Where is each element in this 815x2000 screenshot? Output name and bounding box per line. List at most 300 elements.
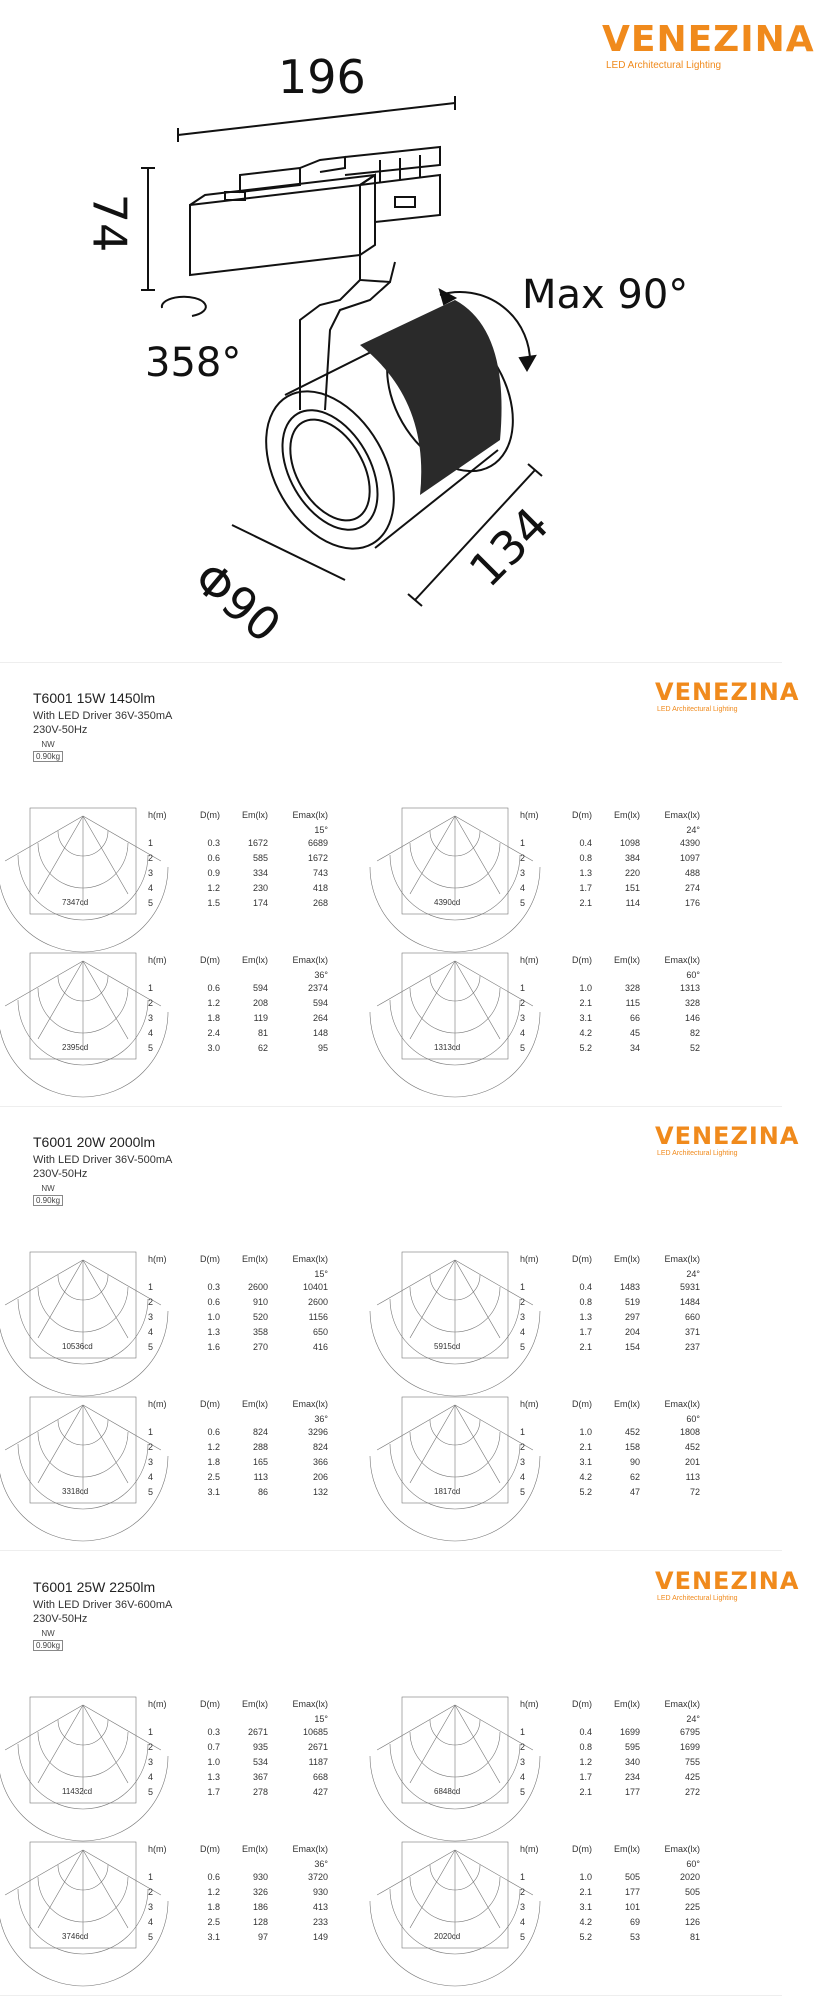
table-cell: 416 bbox=[312, 1342, 328, 1352]
table-row bbox=[520, 1425, 720, 1440]
beam-angle-label: 24° bbox=[686, 1714, 700, 1724]
table-cell: 34 bbox=[629, 1043, 640, 1053]
table-header-cell: h(m) bbox=[148, 1399, 167, 1409]
beam-angle-block bbox=[400, 951, 730, 1081]
table-header-row bbox=[520, 1397, 720, 1413]
table-cell: 268 bbox=[312, 898, 328, 908]
table-header-cell: Emax(lx) bbox=[664, 1699, 700, 1709]
table-row bbox=[148, 1295, 348, 1310]
table-cell: 1 bbox=[520, 1282, 526, 1292]
table-cell: 594 bbox=[252, 983, 268, 993]
beam-angle-block bbox=[28, 1395, 358, 1525]
table-cell: 62 bbox=[257, 1043, 268, 1053]
table-row bbox=[520, 1041, 720, 1056]
beam-angle-block bbox=[28, 1695, 358, 1825]
table-row bbox=[148, 881, 348, 896]
table-row bbox=[520, 1725, 720, 1740]
table-cell: 4 bbox=[520, 1472, 526, 1482]
table-cell: 5.2 bbox=[579, 1043, 592, 1053]
table-cell: 1.8 bbox=[207, 1013, 220, 1023]
table-cell: 95 bbox=[317, 1043, 328, 1053]
table-cell: 1484 bbox=[679, 1297, 700, 1307]
table-header-cell: D(m) bbox=[572, 1844, 592, 1854]
table-cell: 2.5 bbox=[207, 1472, 220, 1482]
beam-angle-block bbox=[28, 951, 358, 1081]
table-cell: 1808 bbox=[679, 1427, 700, 1437]
table-cell: 3 bbox=[148, 1757, 154, 1767]
table-header-cell: Em(lx) bbox=[242, 1699, 268, 1709]
table-header-row bbox=[148, 808, 348, 824]
table-cell: 1 bbox=[520, 838, 526, 848]
table-cell: 5 bbox=[520, 898, 526, 908]
table-cell: 81 bbox=[257, 1028, 268, 1038]
divider bbox=[0, 1995, 782, 1996]
table-cell: 3720 bbox=[307, 1872, 328, 1882]
photometric-section bbox=[0, 1565, 800, 1995]
illuminance-table bbox=[148, 1397, 348, 1500]
table-cell: 505 bbox=[684, 1887, 700, 1897]
table-cell: 930 bbox=[252, 1872, 268, 1882]
table-cell: 1.0 bbox=[579, 1427, 592, 1437]
table-header-cell: h(m) bbox=[148, 1699, 167, 1709]
table-cell: 3 bbox=[520, 868, 526, 878]
table-cell: 0.9 bbox=[207, 868, 220, 878]
table-cell: 206 bbox=[312, 1472, 328, 1482]
table-header-cell: h(m) bbox=[520, 1699, 539, 1709]
table-cell: 2 bbox=[148, 1742, 154, 1752]
table-header-cell: Em(lx) bbox=[242, 810, 268, 820]
table-cell: 2600 bbox=[247, 1282, 268, 1292]
table-cell: 225 bbox=[684, 1902, 700, 1912]
table-cell: 90 bbox=[629, 1457, 640, 1467]
table-row bbox=[148, 1440, 348, 1455]
table-cell: 1.7 bbox=[579, 883, 592, 893]
table-cell: 519 bbox=[624, 1297, 640, 1307]
beam-angle-block bbox=[28, 806, 358, 936]
table-cell: 128 bbox=[252, 1917, 268, 1927]
illuminance-table bbox=[148, 1842, 348, 1945]
table-row bbox=[520, 1870, 720, 1885]
table-cell: 427 bbox=[312, 1787, 328, 1797]
table-header-cell: Em(lx) bbox=[614, 955, 640, 965]
table-row bbox=[148, 866, 348, 881]
table-header-cell: h(m) bbox=[148, 1254, 167, 1264]
table-row bbox=[520, 1310, 720, 1325]
table-header-cell: Em(lx) bbox=[614, 1844, 640, 1854]
table-cell: 0.8 bbox=[579, 1742, 592, 1752]
table-cell: 0.6 bbox=[207, 1297, 220, 1307]
table-header-row bbox=[520, 953, 720, 969]
driver-spec: With LED Driver 36V-500mA bbox=[33, 1154, 173, 1166]
table-header-cell: Em(lx) bbox=[242, 1399, 268, 1409]
table-header-cell: Emax(lx) bbox=[292, 1699, 328, 1709]
table-cell: 340 bbox=[624, 1757, 640, 1767]
brand-name: VENEZINA bbox=[655, 1122, 800, 1150]
table-row bbox=[148, 1885, 348, 1900]
table-cell: 328 bbox=[624, 983, 640, 993]
table-row bbox=[148, 1470, 348, 1485]
table-cell: 2020 bbox=[679, 1872, 700, 1882]
table-header-cell: Em(lx) bbox=[614, 1399, 640, 1409]
table-cell: 1.7 bbox=[579, 1327, 592, 1337]
table-cell: 270 bbox=[252, 1342, 268, 1352]
table-cell: 204 bbox=[624, 1327, 640, 1337]
product-dimension-drawing bbox=[0, 0, 782, 660]
table-cell: 5 bbox=[148, 898, 154, 908]
table-cell: 1672 bbox=[247, 838, 268, 848]
table-row bbox=[520, 1340, 720, 1355]
table-cell: 594 bbox=[312, 998, 328, 1008]
table-header-cell: D(m) bbox=[200, 1254, 220, 1264]
candela-label: 11432cd bbox=[62, 1787, 93, 1796]
table-cell: 66 bbox=[629, 1013, 640, 1023]
table-cell: 1.2 bbox=[207, 1442, 220, 1452]
table-header-cell: D(m) bbox=[572, 810, 592, 820]
table-row bbox=[148, 1930, 348, 1945]
table-cell: 297 bbox=[624, 1312, 640, 1322]
table-cell: 53 bbox=[629, 1932, 640, 1942]
table-cell: 334 bbox=[252, 868, 268, 878]
table-cell: 2.1 bbox=[579, 1787, 592, 1797]
beam-angle-label: 15° bbox=[314, 1269, 328, 1279]
table-row bbox=[148, 1340, 348, 1355]
table-cell: 1098 bbox=[619, 838, 640, 848]
table-cell: 1313 bbox=[679, 983, 700, 993]
table-row bbox=[520, 1755, 720, 1770]
candela-label: 3318cd bbox=[62, 1487, 89, 1496]
table-header-cell: h(m) bbox=[520, 810, 539, 820]
table-cell: 1.0 bbox=[579, 983, 592, 993]
table-cell: 1.2 bbox=[579, 1757, 592, 1767]
table-cell: 452 bbox=[684, 1442, 700, 1452]
voltage-spec: 230V-50Hz bbox=[33, 724, 88, 736]
candela-label: 4390cd bbox=[434, 898, 461, 907]
table-cell: 72 bbox=[689, 1487, 700, 1497]
table-cell: 0.6 bbox=[207, 1427, 220, 1437]
beam-angle-label: 15° bbox=[314, 1714, 328, 1724]
table-cell: 10401 bbox=[302, 1282, 328, 1292]
table-cell: 4 bbox=[520, 1327, 526, 1337]
table-cell: 288 bbox=[252, 1442, 268, 1452]
driver-spec: With LED Driver 36V-600mA bbox=[33, 1599, 173, 1611]
table-row bbox=[148, 1310, 348, 1325]
candela-label: 6848cd bbox=[434, 1787, 461, 1796]
table-header-cell: h(m) bbox=[148, 955, 167, 965]
illuminance-table bbox=[520, 1842, 720, 1945]
table-header-cell: D(m) bbox=[572, 1254, 592, 1264]
illuminance-table bbox=[520, 808, 720, 911]
table-row bbox=[148, 896, 348, 911]
table-header-cell: Emax(lx) bbox=[664, 1399, 700, 1409]
table-cell: 2.1 bbox=[579, 1442, 592, 1452]
table-row bbox=[520, 896, 720, 911]
table-row bbox=[520, 1770, 720, 1785]
table-cell: 186 bbox=[252, 1902, 268, 1912]
table-header-row bbox=[148, 1697, 348, 1713]
table-cell: 158 bbox=[624, 1442, 640, 1452]
table-row bbox=[520, 1470, 720, 1485]
table-header-cell: Emax(lx) bbox=[292, 810, 328, 820]
table-header-cell: D(m) bbox=[200, 955, 220, 965]
table-row bbox=[520, 1915, 720, 1930]
table-cell: 2.1 bbox=[579, 998, 592, 1008]
beam-angle-label: 60° bbox=[686, 1414, 700, 1424]
table-cell: 52 bbox=[689, 1043, 700, 1053]
brand-tagline: LED Architectural Lighting bbox=[657, 706, 738, 713]
table-header-cell: h(m) bbox=[148, 1844, 167, 1854]
table-header-cell: Em(lx) bbox=[242, 1844, 268, 1854]
table-row bbox=[520, 1455, 720, 1470]
beam-angle-block bbox=[400, 806, 730, 936]
table-cell: 930 bbox=[312, 1887, 328, 1897]
table-row bbox=[148, 1870, 348, 1885]
table-cell: 384 bbox=[624, 853, 640, 863]
table-cell: 1699 bbox=[619, 1727, 640, 1737]
table-cell: 5931 bbox=[679, 1282, 700, 1292]
table-cell: 1 bbox=[148, 1427, 154, 1437]
table-cell: 2 bbox=[520, 1887, 526, 1897]
table-cell: 233 bbox=[312, 1917, 328, 1927]
table-cell: 4 bbox=[520, 1028, 526, 1038]
table-cell: 1 bbox=[520, 1427, 526, 1437]
table-cell: 1.7 bbox=[207, 1787, 220, 1797]
table-cell: 5 bbox=[520, 1932, 526, 1942]
table-cell: 230 bbox=[252, 883, 268, 893]
table-cell: 10685 bbox=[302, 1727, 328, 1737]
table-cell: 1.6 bbox=[207, 1342, 220, 1352]
table-cell: 1.2 bbox=[207, 998, 220, 1008]
table-cell: 0.6 bbox=[207, 1872, 220, 1882]
table-header-row bbox=[520, 808, 720, 824]
table-cell: 3 bbox=[148, 1013, 154, 1023]
table-cell: 452 bbox=[624, 1427, 640, 1437]
table-cell: 2671 bbox=[307, 1742, 328, 1752]
table-row bbox=[148, 1900, 348, 1915]
table-cell: 4390 bbox=[679, 838, 700, 848]
brand-name: VENEZINA bbox=[602, 19, 815, 60]
table-cell: 2.1 bbox=[579, 1887, 592, 1897]
brand-logo bbox=[655, 680, 799, 713]
table-header-cell: h(m) bbox=[520, 1844, 539, 1854]
voltage-spec: 230V-50Hz bbox=[33, 1613, 88, 1625]
table-cell: 5 bbox=[148, 1787, 154, 1797]
net-weight-label: NW bbox=[41, 1629, 55, 1638]
table-cell: 177 bbox=[624, 1787, 640, 1797]
table-cell: 520 bbox=[252, 1312, 268, 1322]
table-header-cell: Emax(lx) bbox=[292, 1844, 328, 1854]
table-header-row bbox=[148, 1397, 348, 1413]
illuminance-table bbox=[520, 1697, 720, 1800]
table-cell: 935 bbox=[252, 1742, 268, 1752]
table-row bbox=[148, 1325, 348, 1340]
table-row bbox=[148, 1740, 348, 1755]
table-cell: 1.3 bbox=[579, 1312, 592, 1322]
table-cell: 326 bbox=[252, 1887, 268, 1897]
beam-angle-label: 36° bbox=[314, 1414, 328, 1424]
table-row bbox=[520, 836, 720, 851]
table-cell: 3.1 bbox=[579, 1457, 592, 1467]
table-header-cell: Emax(lx) bbox=[664, 810, 700, 820]
table-cell: 1.8 bbox=[207, 1457, 220, 1467]
net-weight-value: 0.90kg bbox=[33, 751, 63, 762]
table-cell: 1.7 bbox=[579, 1772, 592, 1782]
table-header-cell: D(m) bbox=[200, 1399, 220, 1409]
spotlight-line-drawing bbox=[0, 0, 782, 660]
table-row bbox=[520, 1295, 720, 1310]
table-header-cell: Em(lx) bbox=[614, 810, 640, 820]
table-cell: 3296 bbox=[307, 1427, 328, 1437]
table-cell: 154 bbox=[624, 1342, 640, 1352]
table-cell: 505 bbox=[624, 1872, 640, 1882]
section-title: T6001 15W 1450lm bbox=[33, 690, 156, 706]
table-cell: 6795 bbox=[679, 1727, 700, 1737]
table-cell: 45 bbox=[629, 1028, 640, 1038]
table-cell: 743 bbox=[312, 868, 328, 878]
candela-label: 1313cd bbox=[434, 1043, 461, 1052]
table-row bbox=[148, 1755, 348, 1770]
table-cell: 201 bbox=[684, 1457, 700, 1467]
table-cell: 237 bbox=[684, 1342, 700, 1352]
table-cell: 114 bbox=[625, 898, 640, 908]
voltage-spec: 230V-50Hz bbox=[33, 1168, 88, 1180]
table-row bbox=[520, 1740, 720, 1755]
table-row bbox=[148, 1485, 348, 1500]
table-header-cell: h(m) bbox=[148, 810, 167, 820]
brand-logo bbox=[655, 1569, 799, 1602]
table-cell: 4 bbox=[148, 1772, 154, 1782]
table-header-cell: D(m) bbox=[572, 1399, 592, 1409]
driver-spec: With LED Driver 36V-350mA bbox=[33, 710, 173, 722]
table-header-cell: D(m) bbox=[572, 955, 592, 965]
table-cell: 0.3 bbox=[207, 838, 220, 848]
table-cell: 1156 bbox=[308, 1312, 328, 1322]
table-cell: 358 bbox=[252, 1327, 268, 1337]
table-cell: 69 bbox=[629, 1917, 640, 1927]
table-cell: 126 bbox=[684, 1917, 700, 1927]
illuminance-table bbox=[148, 1252, 348, 1355]
brand-logo bbox=[655, 1124, 799, 1157]
table-cell: 272 bbox=[684, 1787, 700, 1797]
table-cell: 1.8 bbox=[207, 1902, 220, 1912]
table-cell: 1 bbox=[148, 838, 154, 848]
table-cell: 0.4 bbox=[579, 1282, 592, 1292]
candela-label: 3746cd bbox=[62, 1932, 89, 1941]
table-cell: 62 bbox=[629, 1472, 640, 1482]
table-cell: 149 bbox=[312, 1932, 328, 1942]
table-header-cell: h(m) bbox=[520, 1254, 539, 1264]
net-weight-badge bbox=[33, 1629, 63, 1651]
table-cell: 585 bbox=[252, 853, 268, 863]
table-cell: 264 bbox=[312, 1013, 328, 1023]
table-row bbox=[520, 1440, 720, 1455]
table-row bbox=[148, 996, 348, 1011]
table-row bbox=[148, 1011, 348, 1026]
table-cell: 4 bbox=[148, 1472, 154, 1482]
table-row bbox=[148, 1915, 348, 1930]
table-header-row bbox=[520, 1697, 720, 1713]
table-cell: 366 bbox=[312, 1457, 328, 1467]
table-row bbox=[520, 1900, 720, 1915]
table-cell: 3 bbox=[148, 868, 154, 878]
table-row bbox=[148, 1455, 348, 1470]
table-cell: 4.2 bbox=[579, 1917, 592, 1927]
table-cell: 3 bbox=[148, 1457, 154, 1467]
net-weight-value: 0.90kg bbox=[33, 1195, 63, 1206]
table-row bbox=[520, 981, 720, 996]
table-cell: 328 bbox=[684, 998, 700, 1008]
table-row bbox=[148, 1041, 348, 1056]
table-cell: 5 bbox=[520, 1342, 526, 1352]
table-cell: 5 bbox=[148, 1932, 154, 1942]
table-cell: 534 bbox=[252, 1757, 268, 1767]
table-cell: 208 bbox=[252, 998, 268, 1008]
table-cell: 2 bbox=[520, 1297, 526, 1307]
table-header-row bbox=[520, 1842, 720, 1858]
diameter-dimension-label: Φ90 bbox=[183, 550, 292, 654]
table-cell: 425 bbox=[684, 1772, 700, 1782]
candela-label: 5915cd bbox=[434, 1342, 461, 1351]
net-weight-label: NW bbox=[41, 1184, 55, 1193]
table-cell: 2 bbox=[520, 998, 526, 1008]
brand-name: VENEZINA bbox=[655, 678, 800, 706]
table-cell: 115 bbox=[625, 998, 640, 1008]
table-cell: 1.0 bbox=[207, 1312, 220, 1322]
beam-angle-block bbox=[400, 1395, 730, 1525]
table-header-cell: h(m) bbox=[520, 1399, 539, 1409]
table-cell: 3 bbox=[520, 1757, 526, 1767]
candela-label: 2395cd bbox=[62, 1043, 89, 1052]
table-cell: 5 bbox=[520, 1787, 526, 1797]
candela-label: 2020cd bbox=[434, 1932, 461, 1941]
tilt-label: Max 90° bbox=[522, 272, 689, 318]
table-header-cell: D(m) bbox=[572, 1699, 592, 1709]
table-cell: 3.1 bbox=[579, 1013, 592, 1023]
table-cell: 5 bbox=[520, 1487, 526, 1497]
table-row bbox=[520, 1785, 720, 1800]
table-cell: 5 bbox=[148, 1487, 154, 1497]
table-cell: 755 bbox=[684, 1757, 700, 1767]
table-cell: 660 bbox=[684, 1312, 700, 1322]
table-header-cell: Emax(lx) bbox=[664, 955, 700, 965]
table-cell: 650 bbox=[312, 1327, 328, 1337]
table-cell: 6689 bbox=[307, 838, 328, 848]
illuminance-table bbox=[148, 808, 348, 911]
table-cell: 0.3 bbox=[207, 1727, 220, 1737]
candela-label: 1817cd bbox=[434, 1487, 461, 1496]
table-cell: 2671 bbox=[247, 1727, 268, 1737]
table-row bbox=[520, 1026, 720, 1041]
table-header-cell: D(m) bbox=[200, 1844, 220, 1854]
table-cell: 3.1 bbox=[207, 1932, 220, 1942]
table-cell: 2 bbox=[148, 998, 154, 1008]
table-cell: 2 bbox=[520, 1442, 526, 1452]
table-cell: 1483 bbox=[619, 1282, 640, 1292]
table-cell: 1 bbox=[520, 1872, 526, 1882]
table-cell: 5 bbox=[148, 1043, 154, 1053]
table-cell: 278 bbox=[252, 1787, 268, 1797]
table-header-cell: Emax(lx) bbox=[292, 955, 328, 965]
table-cell: 132 bbox=[312, 1487, 328, 1497]
beam-angle-label: 15° bbox=[314, 825, 328, 835]
table-cell: 220 bbox=[624, 868, 640, 878]
table-cell: 86 bbox=[257, 1487, 268, 1497]
table-row bbox=[520, 866, 720, 881]
table-cell: 82 bbox=[689, 1028, 700, 1038]
table-cell: 4 bbox=[148, 1028, 154, 1038]
illuminance-table bbox=[520, 1252, 720, 1355]
brand-name: VENEZINA bbox=[655, 1567, 800, 1595]
table-row bbox=[148, 981, 348, 996]
